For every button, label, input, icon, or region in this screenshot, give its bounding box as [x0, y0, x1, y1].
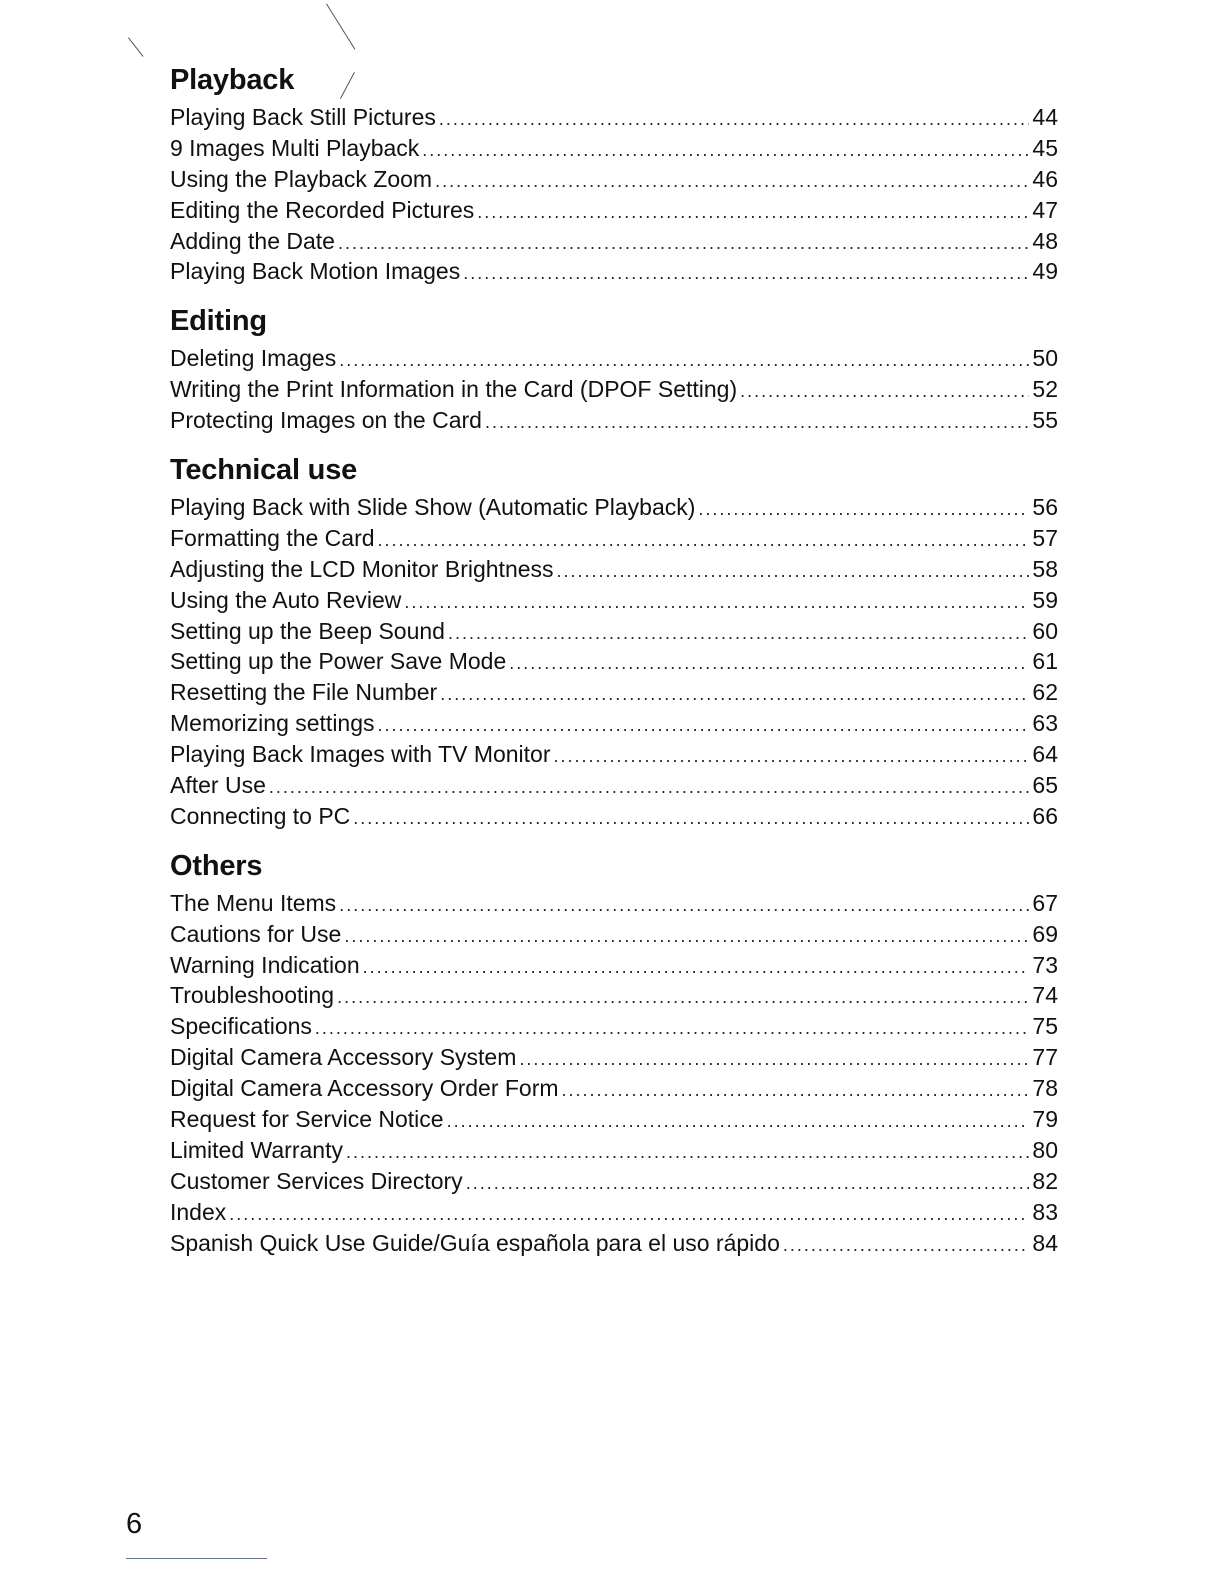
toc-entry-page: 48	[1032, 227, 1058, 254]
toc-entry	[170, 1042, 1058, 1073]
toc-entry-page: 44	[1032, 104, 1058, 130]
toc-entry	[170, 256, 1058, 287]
dot-leader	[466, 1168, 1030, 1199]
dot-leader	[378, 525, 1030, 556]
toc-entry-title: Memorizing settings	[170, 710, 375, 737]
toc-entry-page: 62	[1032, 679, 1058, 706]
toc-entry-page: 78	[1032, 1075, 1058, 1102]
toc-entry-page: 66	[1032, 802, 1058, 829]
toc-entry-page: 73	[1032, 951, 1058, 978]
toc-entry-page: 83	[1032, 1198, 1058, 1225]
toc-entry-list	[170, 102, 1058, 287]
toc-entry-page: 77	[1032, 1044, 1058, 1071]
toc-section	[170, 58, 1058, 287]
toc-entry	[170, 1073, 1058, 1104]
toc-entry-title: 9 Images Multi Playback	[170, 134, 420, 161]
toc-entry-title: Request for Service Notice	[170, 1106, 444, 1133]
dot-leader	[440, 679, 1029, 710]
toc-entry-title: Digital Camera Accessory System	[170, 1044, 517, 1071]
toc-entry-title: Using the Playback Zoom	[170, 165, 433, 192]
dot-leader	[783, 1230, 1030, 1261]
toc-entry-title: Setting up the Beep Sound	[170, 617, 445, 644]
dot-leader	[519, 1044, 1029, 1075]
dot-leader	[557, 556, 1030, 587]
toc-entry-title: Cautions for Use	[170, 920, 342, 947]
toc-entry-title: Deleting Images	[170, 345, 337, 372]
toc-entry-title: Resetting the File Number	[170, 679, 438, 706]
toc-entry	[170, 1135, 1058, 1166]
toc-entry	[170, 950, 1058, 981]
footer-rule	[126, 1558, 267, 1559]
dot-leader	[447, 1106, 1030, 1137]
dot-leader	[363, 952, 1030, 983]
toc-entry-title: Adding the Date	[170, 227, 335, 254]
dot-leader	[353, 803, 1029, 834]
dot-leader	[404, 587, 1029, 618]
toc-entry	[170, 888, 1058, 919]
toc-section	[170, 844, 1058, 1259]
toc-entry	[170, 374, 1058, 405]
toc-entry-title: Playing Back Still Pictures	[170, 104, 436, 130]
toc-entry-list	[170, 343, 1058, 436]
toc-entry-title: Using the Auto Review	[170, 586, 402, 613]
toc-entry-title: Limited Warranty	[170, 1136, 343, 1163]
dot-leader	[338, 228, 1029, 259]
toc-entry	[170, 164, 1058, 195]
toc-entry	[170, 585, 1058, 616]
toc-entry-list	[170, 492, 1058, 832]
toc-entry-title: The Menu Items	[170, 889, 337, 916]
dot-leader	[698, 494, 1029, 525]
toc-entry-page: 61	[1032, 648, 1058, 675]
section-heading: Editing	[170, 305, 267, 338]
toc-entry-title: Connecting to PC	[170, 802, 351, 829]
toc-section	[170, 448, 1058, 832]
toc-entry	[170, 1197, 1058, 1228]
toc-entry-page: 79	[1032, 1106, 1058, 1133]
toc-entry	[170, 616, 1058, 647]
toc-entry	[170, 708, 1058, 739]
toc-entry-title: Troubleshooting	[170, 982, 335, 1009]
toc-entry-page: 67	[1032, 889, 1058, 916]
toc-entry	[170, 102, 1058, 133]
toc-entry	[170, 523, 1058, 554]
toc-entry-page: 55	[1032, 407, 1058, 434]
dot-leader	[554, 741, 1030, 772]
dot-leader	[448, 618, 1029, 649]
toc-entry	[170, 405, 1058, 436]
dot-leader	[435, 166, 1029, 197]
dot-leader	[740, 376, 1029, 407]
toc-entry-title: Warning Indication	[170, 951, 360, 978]
toc-entry-title: Spanish Quick Use Guide/Guía española para el uso rápido	[170, 1229, 780, 1256]
toc-entry-title: Specifications	[170, 1013, 312, 1040]
toc-entry-page: 84	[1032, 1229, 1058, 1256]
dot-leader	[562, 1075, 1030, 1106]
dot-leader	[339, 345, 1029, 376]
dot-leader	[337, 982, 1029, 1013]
toc-entry-page: 75	[1032, 1013, 1058, 1040]
toc-entry-page: 63	[1032, 710, 1058, 737]
section-heading: Playback	[170, 64, 295, 96]
section-heading: Others	[170, 849, 263, 882]
toc-entry-title: Writing the Print Information in the Card (DPOF Setting)	[170, 376, 738, 403]
toc-entry	[170, 646, 1058, 677]
toc-entry-title: Protecting Images on the Card	[170, 407, 482, 434]
toc-entry	[170, 343, 1058, 374]
toc-entry-page: 82	[1032, 1167, 1058, 1194]
toc-entry-title: Playing Back Motion Images	[170, 258, 461, 285]
toc-entry-title: Index	[170, 1198, 227, 1225]
toc-entry	[170, 739, 1058, 770]
toc-entry	[170, 1166, 1058, 1197]
table-of-contents	[170, 58, 1058, 1259]
toc-entry-title: Setting up the Power Save Mode	[170, 648, 507, 675]
dot-leader	[485, 407, 1029, 438]
toc-entry	[170, 133, 1058, 164]
toc-entry-page: 47	[1032, 196, 1058, 223]
toc-entry	[170, 1228, 1058, 1259]
toc-entry-page: 60	[1032, 617, 1058, 644]
toc-entry	[170, 770, 1058, 801]
toc-entry-title: Editing the Recorded Pictures	[170, 196, 475, 223]
toc-entry-list	[170, 888, 1058, 1259]
scan-mark	[326, 3, 355, 49]
toc-entry-page: 58	[1032, 555, 1058, 582]
dot-leader	[477, 197, 1029, 228]
toc-entry-title: After Use	[170, 772, 266, 799]
page-number: 6	[126, 1508, 143, 1540]
dot-leader	[269, 772, 1030, 803]
toc-entry-page: 50	[1032, 345, 1058, 372]
toc-entry	[170, 919, 1058, 950]
toc-entry-page: 64	[1032, 741, 1058, 768]
toc-entry-page: 57	[1032, 524, 1058, 551]
toc-entry-title: Formatting the Card	[170, 524, 375, 551]
toc-entry	[170, 677, 1058, 708]
toc-entry	[170, 1011, 1058, 1042]
scan-mark	[128, 37, 144, 57]
toc-entry	[170, 492, 1058, 523]
toc-entry	[170, 226, 1058, 257]
toc-entry-page: 45	[1032, 134, 1058, 161]
toc-entry-title: Adjusting the LCD Monitor Brightness	[170, 555, 554, 582]
section-heading: Technical use	[170, 454, 358, 487]
toc-entry-page: 46	[1032, 165, 1058, 192]
toc-entry	[170, 554, 1058, 585]
dot-leader	[422, 135, 1029, 166]
toc-entry-title: Customer Services Directory	[170, 1167, 463, 1194]
dot-leader	[463, 258, 1029, 289]
toc-entry-page: 56	[1032, 494, 1058, 521]
toc-entry-page: 74	[1032, 982, 1058, 1009]
toc-entry-page: 80	[1032, 1136, 1058, 1163]
dot-leader	[346, 1137, 1029, 1168]
toc-entry	[170, 195, 1058, 226]
dot-leader	[344, 921, 1029, 952]
toc-entry-title: Playing Back with Slide Show (Automatic Playback)	[170, 494, 696, 521]
toc-entry	[170, 980, 1058, 1011]
toc-entry-page: 59	[1032, 586, 1058, 613]
toc-entry	[170, 801, 1058, 832]
dot-leader	[315, 1013, 1029, 1044]
dot-leader	[439, 104, 1030, 135]
toc-entry-title: Digital Camera Accessory Order Form	[170, 1075, 559, 1102]
dot-leader	[378, 710, 1030, 741]
toc-section	[170, 299, 1058, 436]
toc-entry-page: 49	[1032, 258, 1058, 285]
dot-leader	[339, 890, 1029, 921]
dot-leader	[229, 1199, 1029, 1230]
toc-entry-page: 65	[1032, 772, 1058, 799]
toc-entry-page: 52	[1032, 376, 1058, 403]
dot-leader	[509, 648, 1029, 679]
toc-entry-title: Playing Back Images with TV Monitor	[170, 741, 551, 768]
toc-entry-page: 69	[1032, 920, 1058, 947]
toc-entry	[170, 1104, 1058, 1135]
